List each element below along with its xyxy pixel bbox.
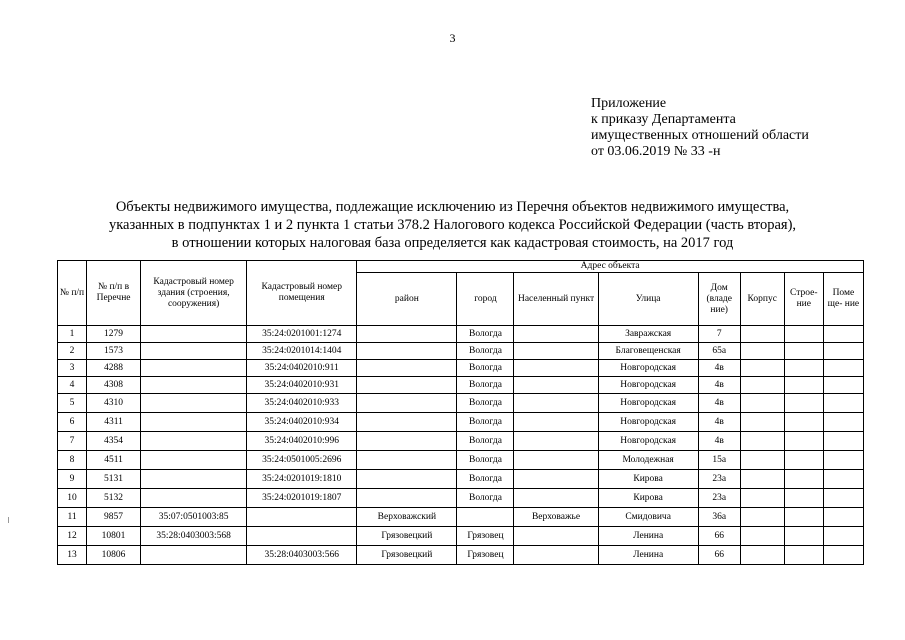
cell-num: 7 (58, 432, 87, 451)
cell-street: Новгородская (598, 360, 698, 377)
cell-district (357, 451, 457, 470)
cell-pomeshchenie (823, 413, 863, 432)
cell-city: Вологда (457, 326, 514, 343)
cell-stroenie (784, 508, 823, 527)
cell-pomeshchenie (823, 508, 863, 527)
header-settlement: Населенный пункт (514, 273, 598, 326)
cell-num: 10 (58, 489, 87, 508)
cell-stroenie (784, 432, 823, 451)
cell-stroenie (784, 377, 823, 394)
table-row (58, 470, 864, 489)
cell-city: Вологда (457, 413, 514, 432)
title-line: указанных в подпунктах 1 и 2 пункта 1 статьи 378.2 Налогового кодекса Российской Федерации (часть вторая), (108, 217, 797, 233)
cell-city: Вологда (457, 377, 514, 394)
cell-street: Новгородская (598, 432, 698, 451)
cell-building-cadastral (141, 413, 247, 432)
cell-street: Новгородская (598, 394, 698, 413)
cell-korpus (740, 343, 784, 360)
cell-list-num: 4310 (87, 394, 141, 413)
header-district: район (357, 273, 457, 326)
cell-district (357, 432, 457, 451)
cell-house: 4в (698, 432, 740, 451)
cell-house: 66 (698, 527, 740, 546)
document-title (40, 198, 865, 252)
cell-korpus (740, 377, 784, 394)
cell-pomeshchenie (823, 432, 863, 451)
cell-street: Кирова (598, 470, 698, 489)
cell-premises-cadastral: 35:24:0402010:931 (247, 377, 357, 394)
cell-list-num: 4311 (87, 413, 141, 432)
cell-settlement (514, 360, 598, 377)
cell-stroenie (784, 394, 823, 413)
cell-premises-cadastral (247, 527, 357, 546)
cell-house: 4в (698, 360, 740, 377)
cell-house: 66 (698, 546, 740, 565)
cell-premises-cadastral: 35:24:0402010:996 (247, 432, 357, 451)
cell-house: 7 (698, 326, 740, 343)
cell-stroenie (784, 489, 823, 508)
title-line: Объекты недвижимого имущества, подлежащие исключению из Перечня объектов недвижимого имущества, (115, 199, 790, 215)
page-number: 3 (449, 31, 456, 45)
cell-list-num: 4511 (87, 451, 141, 470)
cell-premises-cadastral: 35:24:0501005:2696 (247, 451, 357, 470)
cell-settlement (514, 546, 598, 565)
header-address-group: Адрес объекта (357, 261, 864, 273)
cell-korpus (740, 546, 784, 565)
cell-num: 9 (58, 470, 87, 489)
cell-street: Молодежная (598, 451, 698, 470)
cell-building-cadastral (141, 394, 247, 413)
cell-stroenie (784, 451, 823, 470)
cell-stroenie (784, 343, 823, 360)
cell-list-num: 9857 (87, 508, 141, 527)
cell-district (357, 413, 457, 432)
cell-building-cadastral (141, 432, 247, 451)
cell-settlement: Верховажье (514, 508, 598, 527)
cell-street: Новгородская (598, 377, 698, 394)
table-row (58, 326, 864, 343)
cell-stroenie (784, 326, 823, 343)
cell-pomeshchenie (823, 343, 863, 360)
appendix-line: Приложение (591, 96, 667, 111)
cell-house: 4в (698, 413, 740, 432)
cell-building-cadastral (141, 326, 247, 343)
header-num: № п/п (58, 261, 87, 326)
cell-pomeshchenie (823, 377, 863, 394)
cell-city: Вологда (457, 451, 514, 470)
cell-korpus (740, 432, 784, 451)
cell-house: 36а (698, 508, 740, 527)
cell-korpus (740, 527, 784, 546)
header-street: Улица (598, 273, 698, 326)
cell-korpus (740, 413, 784, 432)
cell-premises-cadastral: 35:24:0201014:1404 (247, 343, 357, 360)
table-row (58, 527, 864, 546)
cell-settlement (514, 343, 598, 360)
cell-settlement (514, 527, 598, 546)
cell-premises-cadastral: 35:28:0403003:566 (247, 546, 357, 565)
cell-premises-cadastral: 35:24:0201001:1274 (247, 326, 357, 343)
cell-list-num: 5132 (87, 489, 141, 508)
cell-city: Вологда (457, 470, 514, 489)
table-row (58, 508, 864, 527)
cell-street: Кирова (598, 489, 698, 508)
header-list-num: № п/п в Перечне (87, 261, 141, 326)
cell-pomeshchenie (823, 451, 863, 470)
cell-building-cadastral (141, 546, 247, 565)
objects-table (57, 260, 864, 565)
table-row (58, 360, 864, 377)
cell-num: 11 (58, 508, 87, 527)
cell-district (357, 326, 457, 343)
cell-street: Завражская (598, 326, 698, 343)
cell-premises-cadastral (247, 508, 357, 527)
cell-house: 23а (698, 470, 740, 489)
table-row (58, 343, 864, 360)
header-house: Дом (владе ние) (698, 273, 740, 326)
cell-house: 23а (698, 489, 740, 508)
header-city: город (457, 273, 514, 326)
cell-premises-cadastral: 35:24:0201019:1807 (247, 489, 357, 508)
cell-pomeshchenie (823, 326, 863, 343)
cell-street: Смидовича (598, 508, 698, 527)
cell-city: Грязовец (457, 527, 514, 546)
cell-settlement (514, 413, 598, 432)
cell-list-num: 10806 (87, 546, 141, 565)
cell-district (357, 470, 457, 489)
appendix-line: к приказу Департамента (591, 112, 736, 127)
cell-district (357, 394, 457, 413)
header-premises-cadastral: Кадастровый номер помещения (247, 261, 357, 326)
cell-district (357, 489, 457, 508)
cell-num: 3 (58, 360, 87, 377)
cell-district: Грязовецкий (357, 527, 457, 546)
cell-korpus (740, 326, 784, 343)
cell-premises-cadastral: 35:24:0402010:911 (247, 360, 357, 377)
cell-building-cadastral (141, 489, 247, 508)
cell-num: 1 (58, 326, 87, 343)
cell-pomeshchenie (823, 546, 863, 565)
cell-street: Новгородская (598, 413, 698, 432)
header-stroenie: Строе- ние (784, 273, 823, 326)
cell-building-cadastral: 35:07:0501003:85 (141, 508, 247, 527)
cell-list-num: 4354 (87, 432, 141, 451)
cell-settlement (514, 432, 598, 451)
cell-premises-cadastral: 35:24:0402010:934 (247, 413, 357, 432)
cell-num: 2 (58, 343, 87, 360)
cell-num: 8 (58, 451, 87, 470)
cell-building-cadastral (141, 360, 247, 377)
cell-korpus (740, 508, 784, 527)
cell-premises-cadastral: 35:24:0402010:933 (247, 394, 357, 413)
cell-street: Благовещенская (598, 343, 698, 360)
cell-house: 15а (698, 451, 740, 470)
header-korpus: Корпус (740, 273, 784, 326)
cell-district (357, 360, 457, 377)
appendix-block (591, 96, 809, 160)
cell-premises-cadastral: 35:24:0201019:1810 (247, 470, 357, 489)
cell-list-num: 4288 (87, 360, 141, 377)
cell-city: Вологда (457, 394, 514, 413)
cell-num: 6 (58, 413, 87, 432)
cell-list-num: 4308 (87, 377, 141, 394)
cell-building-cadastral (141, 377, 247, 394)
cell-stroenie (784, 546, 823, 565)
cell-street: Ленина (598, 546, 698, 565)
cell-settlement (514, 489, 598, 508)
cell-korpus (740, 470, 784, 489)
cell-settlement (514, 377, 598, 394)
scan-edge-mark (8, 517, 9, 523)
header-pomeshchenie: Поме ще- ние (823, 273, 863, 326)
cell-pomeshchenie (823, 360, 863, 377)
appendix-line: имущественных отношений области (591, 128, 809, 143)
cell-settlement (514, 470, 598, 489)
cell-stroenie (784, 360, 823, 377)
cell-list-num: 1279 (87, 326, 141, 343)
cell-house: 4в (698, 377, 740, 394)
cell-city (457, 508, 514, 527)
title-line: в отношении которых налоговая база определяется как кадастровая стоимость, на 2017 год (171, 235, 734, 251)
cell-list-num: 5131 (87, 470, 141, 489)
cell-korpus (740, 360, 784, 377)
cell-korpus (740, 489, 784, 508)
header-building-cadastral: Кадастровый номер здания (строения, сооружения) (141, 261, 247, 326)
cell-settlement (514, 451, 598, 470)
cell-building-cadastral: 35:28:0403003:568 (141, 527, 247, 546)
cell-district (357, 377, 457, 394)
cell-num: 13 (58, 546, 87, 565)
cell-stroenie (784, 470, 823, 489)
cell-building-cadastral (141, 451, 247, 470)
cell-pomeshchenie (823, 527, 863, 546)
cell-pomeshchenie (823, 489, 863, 508)
table-row (58, 432, 864, 451)
cell-stroenie (784, 413, 823, 432)
cell-city: Вологда (457, 432, 514, 451)
cell-city: Вологда (457, 489, 514, 508)
cell-korpus (740, 451, 784, 470)
cell-stroenie (784, 527, 823, 546)
appendix-line: от 03.06.2019 № 33 -н (591, 144, 721, 159)
table-row (58, 451, 864, 470)
cell-city: Вологда (457, 343, 514, 360)
cell-building-cadastral (141, 343, 247, 360)
cell-street: Ленина (598, 527, 698, 546)
table-row (58, 394, 864, 413)
cell-pomeshchenie (823, 470, 863, 489)
cell-district: Верховажский (357, 508, 457, 527)
cell-house: 4в (698, 394, 740, 413)
cell-num: 4 (58, 377, 87, 394)
cell-city: Вологда (457, 360, 514, 377)
cell-list-num: 1573 (87, 343, 141, 360)
cell-house: 65а (698, 343, 740, 360)
cell-num: 5 (58, 394, 87, 413)
cell-settlement (514, 326, 598, 343)
cell-num: 12 (58, 527, 87, 546)
table-row (58, 377, 864, 394)
table-row (58, 546, 864, 565)
cell-korpus (740, 394, 784, 413)
cell-settlement (514, 394, 598, 413)
cell-city: Грязовец (457, 546, 514, 565)
cell-building-cadastral (141, 470, 247, 489)
cell-district: Грязовецкий (357, 546, 457, 565)
cell-district (357, 343, 457, 360)
table-row (58, 489, 864, 508)
cell-pomeshchenie (823, 394, 863, 413)
table-row (58, 413, 864, 432)
cell-list-num: 10801 (87, 527, 141, 546)
